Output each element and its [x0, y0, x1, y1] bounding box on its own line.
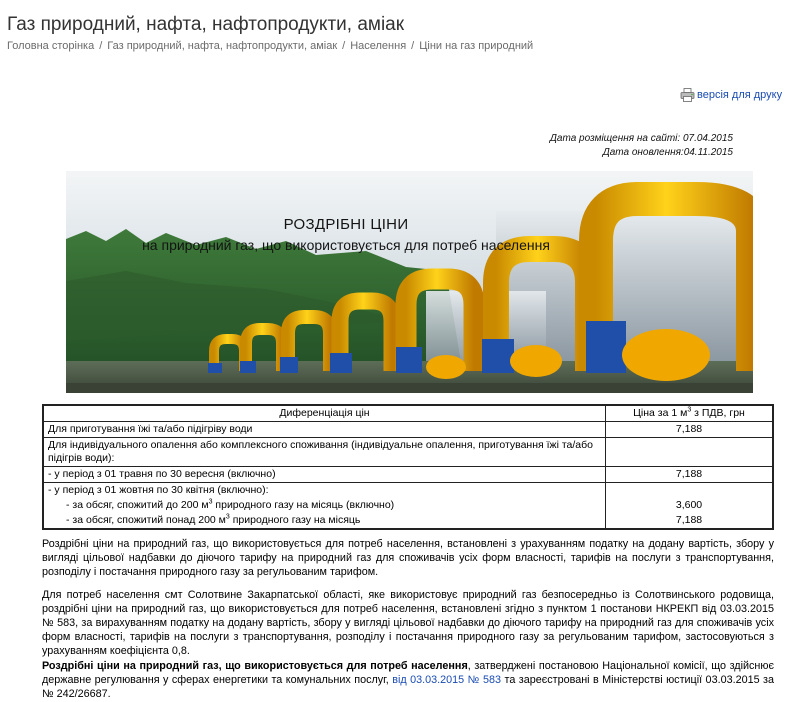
gas-pipeline-illustration — [66, 171, 753, 393]
printer-icon — [680, 88, 695, 102]
publication-dates — [550, 132, 733, 160]
row-cooking-label: Для приготування їжі та/або підігріву води — [43, 422, 606, 438]
row-heating-label: Для індивідуального опалення або комплексного споживання (індивідуальне опалення, приготування їжі та/або підігрів води): — [43, 438, 606, 467]
table-row — [43, 438, 773, 467]
price-table — [42, 404, 774, 530]
table-row — [43, 513, 773, 529]
breadcrumb-home[interactable]: Головна сторінка — [7, 40, 95, 52]
paragraph-solotvyne: Для потреб населення смт Солотвине Закарпатської області, яке використовує природний газ безпосередньо із Солотвинського родовища, роздрібні ціни на природний газ, що використовується для потреб населення, встановлені згідно з пунктом 1 постанови НКРЕКП від 03.03.2015 № 583, за вирахуванням податку на додану вартість, збору у вигляді цільової надбавки до діючого тарифу на природний газ для споживачів усіх форм власності, тарифів на послуги з транспортування, розподілу і постачання природного газу за регульованим тарифом, застосовуються з урахуванням коефіцієнта 0,8. — [42, 589, 774, 657]
banner-title-line1: РОЗДРІБНІ ЦІНИ — [283, 216, 409, 233]
paragraph-approval — [42, 659, 774, 701]
row-winter-low-value: 3,600 — [606, 498, 774, 513]
date-posted: Дата розміщення на сайті: 07.04.2015 — [549, 133, 733, 144]
approval-bold-text: Роздрібні ціни на природний газ, що використовується для потреб населення — [42, 660, 468, 672]
table-row — [43, 467, 773, 483]
table-row — [43, 498, 773, 513]
row-summer-label: - у період з 01 травня по 30 вересня (включно) — [43, 467, 606, 483]
resolution-link[interactable]: від 03.03.2015 № 583 — [392, 674, 502, 686]
table-header-row — [43, 405, 773, 422]
header-price: Ціна за 1 $м^3$ з ПДВ, грн — [606, 405, 774, 422]
table-row — [43, 483, 773, 499]
banner-title — [66, 215, 626, 255]
breadcrumb-population[interactable]: Населення — [350, 40, 407, 52]
table-row — [43, 422, 773, 438]
paragraph-price-basis: Роздрібні ціни на природний газ, що використовується для потреб населення, встановлені з урахуванням податку на додану вартість, збору у вигляді цільової надбавки до діючого тарифу на природний газ для споживачів усіх форм власності, тарифів на послуги з транспортування, розподілу і постачання природного газу за регульованим тарифом. — [42, 538, 774, 578]
row-cooking-value: 7,188 — [606, 422, 774, 438]
page-title: Газ природний, нафта, нафтопродукти, аміак — [7, 14, 405, 35]
row-winter-label: - у період з 01 жовтня по 30 квітня (включно): — [43, 483, 606, 499]
banner-title-line2: на природний газ, що використовується для потреб населення — [142, 237, 550, 253]
row-heating-value — [606, 438, 774, 467]
header-differentiation: Диференціація цін — [43, 405, 606, 422]
row-winter-low-label: - за обсяг, спожитий до 200 $м^3$ природного газу на місяць (включно) — [43, 498, 606, 513]
row-winter-high-value: 7,188 — [606, 513, 774, 529]
approval-text: , затверджені постановою Національної комісії, що здійснює державне регулювання у сферах енергетики та комунальних послуг, — [42, 660, 774, 686]
breadcrumb: Головна сторінка / Газ природний, нафта, нафтопродукти, аміак / Населення / Ціни на газ природний — [7, 40, 534, 52]
breadcrumb-gas-oil[interactable]: Газ природний, нафта, нафтопродукти, аміак — [107, 40, 338, 52]
breadcrumb-gas-prices[interactable]: Ціни на газ природний — [419, 40, 534, 52]
row-winter-value — [606, 483, 774, 499]
row-summer-value: 7,188 — [606, 467, 774, 483]
print-version-label[interactable]: версія для друку — [697, 89, 783, 101]
approval-end-text: та зареєстровані в Міністерстві юстиції 03.03.2015 за № 242/26687. — [42, 674, 774, 700]
banner-image — [66, 171, 753, 393]
print-version-link[interactable] — [680, 88, 782, 102]
row-winter-high-label: - за обсяг, спожитий понад 200 $м^3$ природного газу на місяць — [43, 513, 606, 529]
date-updated: Дата оновлення:04.11.2015 — [602, 147, 733, 158]
